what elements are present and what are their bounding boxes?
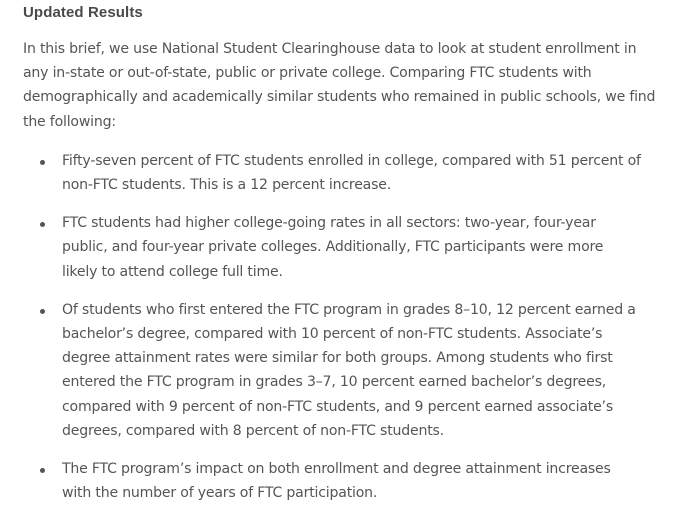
list-item: [23, 211, 642, 284]
bullet-icon: [40, 160, 45, 165]
list-item: [23, 457, 642, 505]
section-heading: Updated Results: [23, 4, 143, 21]
findings-list: [23, 149, 674, 506]
finding-text: FTC students had higher college-going rates in all sectors: two-year, four-year public, and four-year private colleges. Additionally, FTC participants were more likely to attend college full time.: [62, 215, 604, 280]
list-item: [23, 149, 642, 197]
bullet-icon: [40, 468, 45, 473]
finding-text: The FTC program’s impact on both enrollment and degree attainment increases with the number of years of FTC participation.: [62, 461, 611, 502]
bullet-icon: [40, 222, 45, 227]
intro-paragraph: In this brief, we use National Student Clearinghouse data to look at student enrollment in any in-state or out-of-state, public or private college. Comparing FTC students with demographically and academically similar students who remained in public schools, we find the following:: [23, 41, 656, 130]
list-item: [23, 298, 642, 443]
finding-text: Of students who first entered the FTC program in grades 8–10, 12 percent earned a bachelor’s degree, compared with 10 percent of non-FTC students. Associate’s degree attainment rates were similar for both groups. Among students who first entered the FTC program in grades 3–7, 10 percent earned bachelor’s degrees, compared with 9 percent of non-FTC students, and 9 percent earned associate’s degrees, compared with 8 percent of non-FTC students.: [62, 301, 636, 439]
finding-text: Fifty-seven percent of FTC students enrolled in college, compared with 51 percent of non-FTC students. This is a 12 percent increase.: [62, 152, 641, 194]
bullet-icon: [40, 309, 45, 314]
